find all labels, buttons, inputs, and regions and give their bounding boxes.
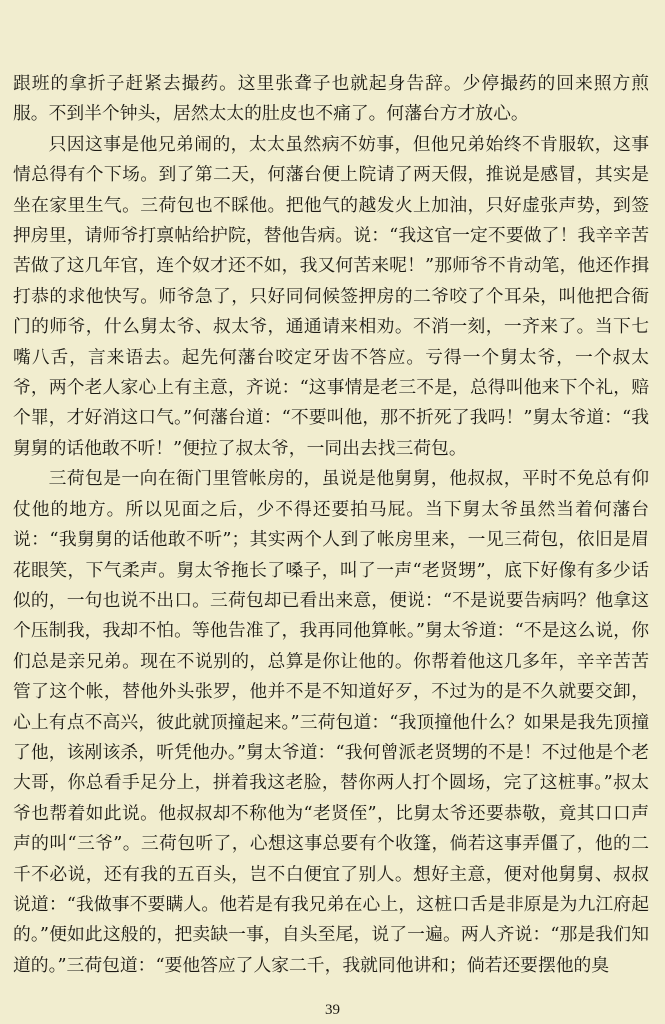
body-text bbox=[13, 69, 649, 981]
paragraph-1: 跟班的拿折子赶紧去撮药。这里张聋子也就起身告辞。少停撮药的回来照方煎服。不到半个钟头，居然太太的肚皮也不痛了。何藩台方才放心。 bbox=[13, 73, 649, 125]
paragraph-3: 三荷包是一向在衙门里管帐房的，虽说是他舅舅，他叔叔，平时不免总有仰仗他的地方。所以见面之后，少不得还要拍马屁。当下舅太爷虽然当着何藩台说：“我舅舅的话他敢不听”；其实两个人到了帐房里来，一见三荷包，依旧是眉花眼笑，下气柔声。舅太爷拖长了嗓子，叫了一声“老贤甥”，底下好像有多少话似的，一句也说不出口。三荷包却已看出来意，便说：“不是说要告病吗？他拿这个压制我，我却不怕。等他告准了，我再同他算帐。”舅太爷道：“不是这么说，你们总是亲兄弟。现在不说别的，总算是你让他的。你帮着他这几多年，辛辛苦苦管了这个帐，替他外头张罗，他并不是不知道好歹，不过为的是不久就要交卸，心上有点不高兴，彼此就顶撞起来。”三荷包道：“我顶撞他什么？如果是我先顶撞了他，该剐该杀，听凭他办。”舅太爷道：“我何曾派老贤甥的不是！不过他是个老大哥，你总看手足分上，拼着我这老脸，替你两人打个圆场，完了这桩事。”叔太爷也帮着如此说。他叔叔却不称他为“老贤侄”，比舅太爷还要恭敬，竟其口口声声的叫“三爷”。三荷包听了，心想这事总要有个收篷，倘若这事弄僵了，他的二千不必说，还有我的五百头，岂不白便宜了别人。想好主意，便对他舅舅、叔叔说道：“我做事不要瞒人。他若是有我兄弟在心上，这桩口舌是非原是为九江府起的。”便如此这般的，把卖缺一事，自头至尾，说了一遍。两人齐说：“那是我们知道的。”三荷包道：“要他答应了人家二千，我就同他讲和；倘若还要摆他的臭 bbox=[13, 468, 649, 976]
paragraph-2: 只因这事是他兄弟闹的，太太虽然病不妨事，但他兄弟始终不肯服软，这事情总得有个下场。到了第二天，何藩台便上院请了两天假，推说是感冒，其实是坐在家里生气。三荷包也不睬他。把他气的越发火上加油，只好虚张声势，到签押房里，请师爷打禀帖给护院，替他告病。说：“我这官一定不要做了！我辛辛苦苦做了这几年官，连个奴才还不如，我又何苦来呢！”那师爷不肯动笔，他还作揖打恭的求他快写。师爷急了，只好同伺候签押房的二爷咬了个耳朵，叫他把合衙门的师爷，什么舅太爷、叔太爷，通通请来相劝。不消一刻，一齐来了。当下七嘴八舌，言来语去。起先何藩台咬定牙齿不答应。亏得一个舅太爷，一个叔太爷，两个老人家心上有主意，齐说：“这事情是老三不是，总得叫他来下个礼，赔个罪，才好消这口气。”何藩台道：“不要叫他，那不折死了我吗！”舅太爷道：“我舅舅的话他敢不听！”便拉了叔太爷，一同出去找三荷包。 bbox=[13, 133, 649, 459]
page-number: 39 bbox=[325, 1002, 340, 1018]
